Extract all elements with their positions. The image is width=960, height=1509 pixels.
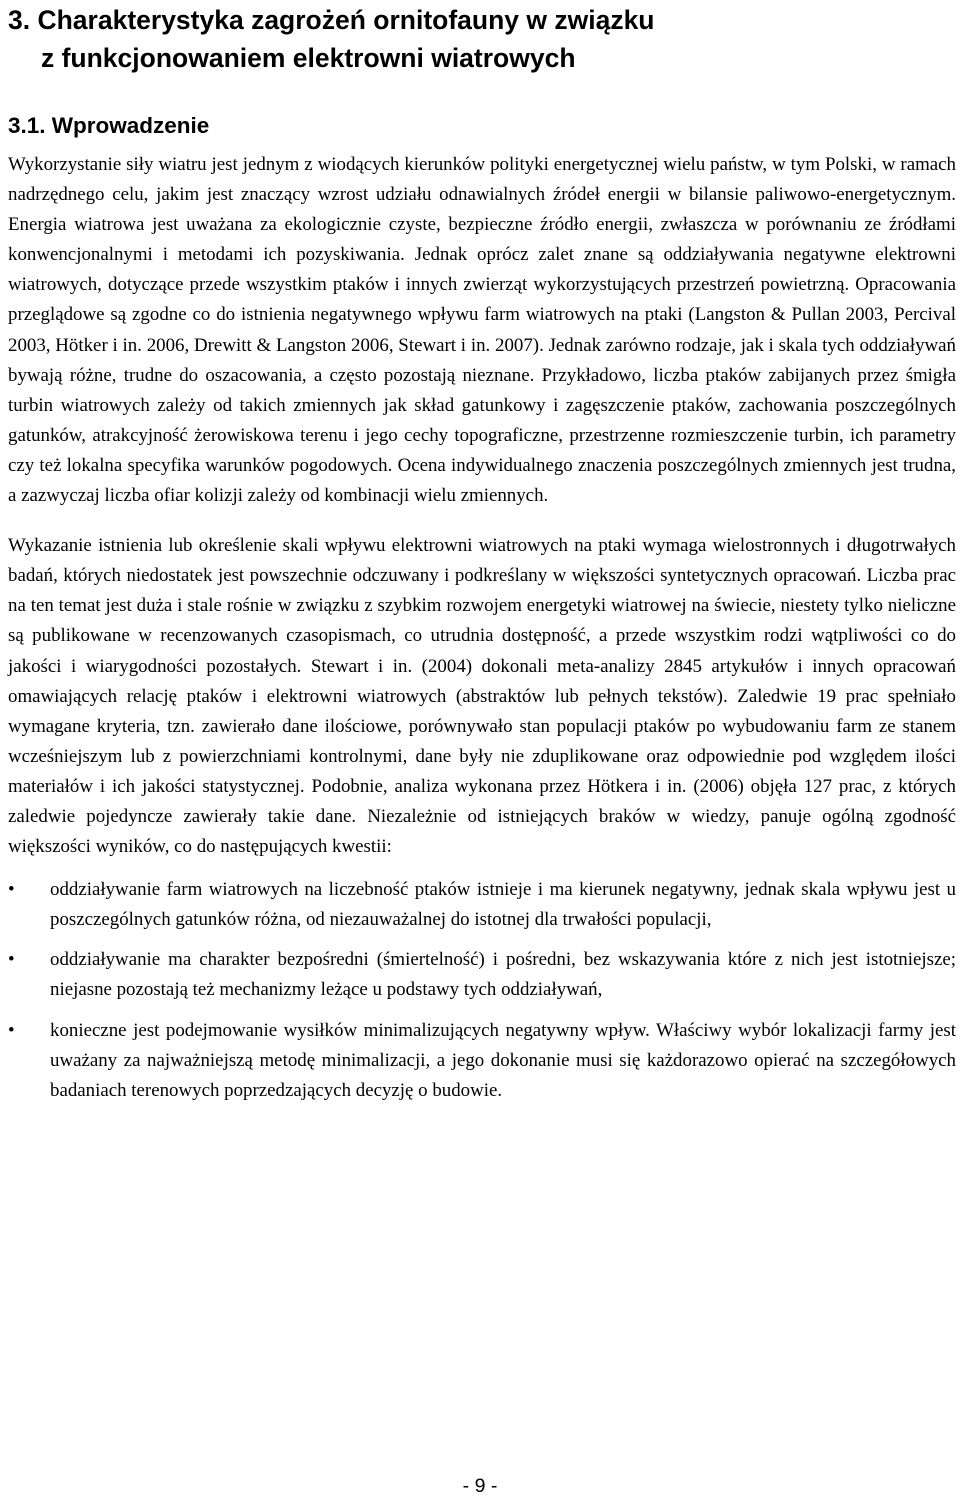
document-page — [8, 0, 956, 1116]
list-item-text: konieczne jest podejmowanie wysiłków minimalizujących negatywny wpływ. Właściwy wybór lokalizacji farmy jest uważany za najważniejszą metodę minimalizacji, a jego dokonanie musi się każdorazowo opierać na szczegółowych badaniach terenowych poprzedzających decyzję o budowie. — [50, 1019, 956, 1101]
list-item — [8, 1016, 956, 1106]
chapter-title — [8, 0, 956, 77]
paragraph-research-review: Wykazanie istnienia lub określenie skali wpływu elektrowni wiatrowych na ptaki wymaga wielostronnych i długotrwałych badań, których niedostatek jest powszechnie odczuwany i podkreślany w większości syntetycznych opracowań. Liczba prac na ten temat jest duża i stale rośnie w związku z szybkim rozwojem energetyki wiatrowej na świecie, niestety tylko nieliczne są publikowane w recenzowanych czasopismach, co utrudnia dostępność, a przede wszystkim rodzi wątpliwości co do jakości i wiarygodności pozostałych. Stewart i in. (2004) dokonali meta-analizy 2845 artykułów i innych opracowań omawiających relację ptaków i elektrowni wiatrowych (abstraktów lub pełnych tekstów). Zaledwie 19 prac spełniało wymagane kryteria, tzn. zawierało dane ilościowe, porównywało stan populacji ptaków po wybudowaniu farm ze stanem wcześniejszym lub z powierzchniami kontrolnymi, dane były nie zduplikowane oraz odpowiednie pod względem ilości materiałów i ich jakości statystycznej. Podobnie, analiza wykonana przez Hötkera i in. (2006) objęła 127 prac, z których zaledwie pojedyncze zawierały takie dane. Niezależnie od istniejących braków w wiedzy, panuje ogólną zgodność większości wyników, co do następujących kwestii: — [8, 535, 956, 858]
list-item-text: oddziaływanie farm wiatrowych na liczebność ptaków istnieje i ma kierunek negatywny, jednak skala wpływu jest u poszczególnych gatunków różna, od niezauważalnej do istotnej dla trwałości populacji, — [50, 879, 956, 931]
list-item — [8, 945, 956, 1005]
chapter-title-line2: z funkcjonowaniem elektrowni wiatrowych — [41, 43, 576, 73]
bullet-list — [8, 875, 956, 1106]
section-title: 3.1. Wprowadzenie — [8, 113, 210, 138]
list-item — [8, 875, 956, 935]
bullet-icon: • — [8, 879, 15, 901]
bullet-icon: • — [8, 949, 15, 971]
bullet-icon: • — [8, 1019, 15, 1041]
paragraph-introduction: Wykorzystanie siły wiatru jest jednym z wiodących kierunków polityki energetycznej wielu państw, w tym Polski, w ramach nadrzędnego celu, jakim jest znaczący wzrost udziału odnawialnych źródeł energii w bilansie paliwowo-energetycznym. Energia wiatrowa jest uważana za ekologicznie czyste, bezpieczne źródło energii, zwłaszcza w porównaniu ze źródłami konwencjonalnymi i metodami ich pozyskiwania. Jednak oprócz zalet znane są oddziaływania negatywne elektrowni wiatrowych, dotyczące przede wszystkim ptaków i innych zwierząt wykorzystujących przestrzeń powietrzną. Opracowania przeglądowe są zgodne co do istnienia negatywnego wpływu farm wiatrowych na ptaki (Langston & Pullan 2003, Percival 2003, Hötker i in. 2006, Drewitt & Langston 2006, Stewart i in. 2007). Jednak zarówno rodzaje, jak i skala tych oddziaływań bywają różne, trudne do oszacowania, a często pozostają nieznane. Przykładowo, liczba ptaków zabijanych przez śmigła turbin wiatrowych zależy od takich zmiennych jak skład gatunkowy i zagęszczenie ptaków, zachowania poszczególnych gatunków, atrakcyjność żerowiskowa terenu i jego cechy topograficzne, przestrzenne rozmieszczenie turbin, ich parametry czy też lokalna specyfika warunków pogodowych. Ocena indywidualnego znaczenia poszczególnych zmiennych jest trudna, a zazwyczaj liczba ofiar kolizji zależy od kombinacji wielu zmiennych. — [8, 154, 956, 507]
list-item-text: oddziaływanie ma charakter bezpośredni (śmiertelność) i pośredni, bez wskazywania które z nich jest istotniejsze; niejasne pozostają też mechanizmy leżące u podstawy tych oddziaływań, — [50, 949, 956, 1001]
page-number: - 9 - — [462, 1475, 498, 1497]
chapter-title-line1: 3. Charakterystyka zagrożeń ornitofauny w związku — [8, 5, 655, 35]
